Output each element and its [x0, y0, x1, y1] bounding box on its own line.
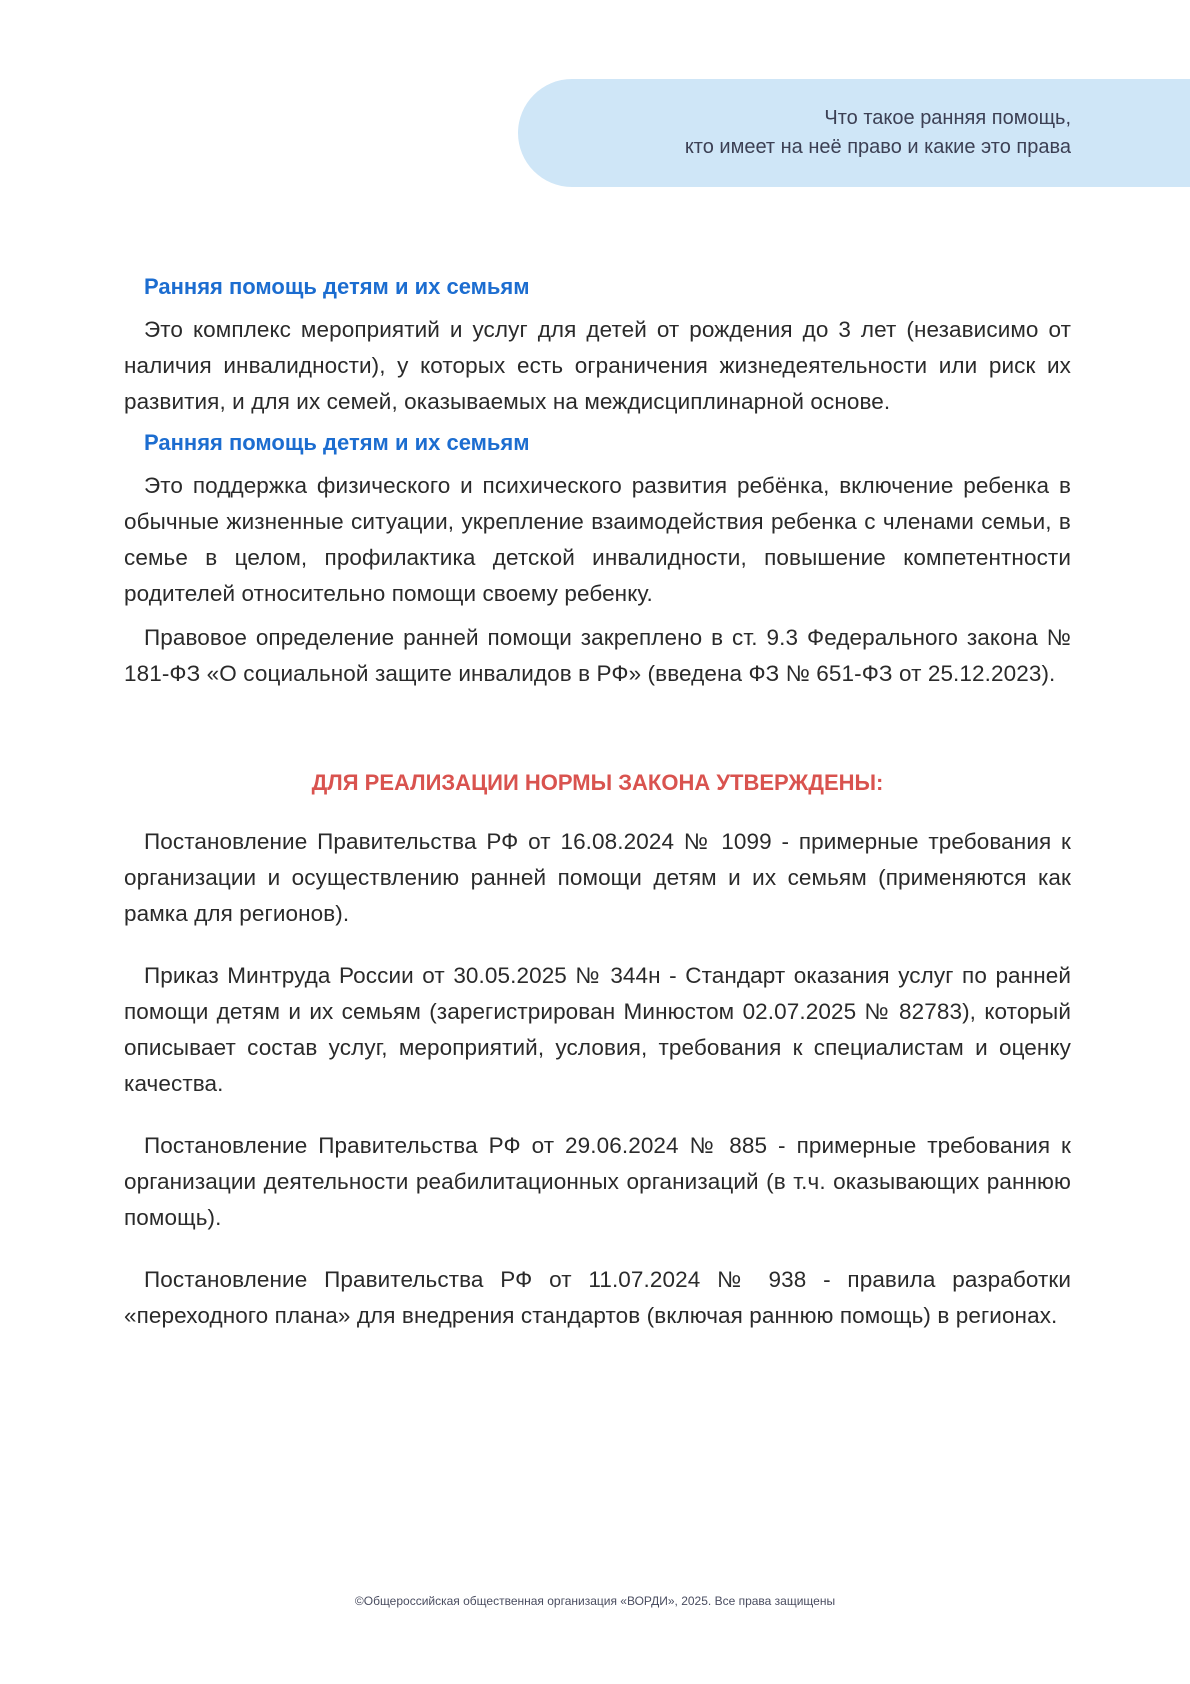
paragraph: Это поддержка физического и психического развития ребёнка, включение ребенка в обычные жизненные ситуации, укрепление взаимодействия ребенка с членами семьи, в семье в целом, профилактика детской инвалидности, повышение компетентности родителей относительно помощи своему ребенку.	[124, 473, 1071, 606]
paragraph: Правовое определение ранней помощи закреплено в ст. 9.3 Федерального закона № 181-ФЗ «О социальной защите инвалидов в РФ» (введена ФЗ № 651-ФЗ от 25.12.2023).	[124, 625, 1071, 686]
footer-copyright: ©Общероссийская общественная организация «ВОРДИ», 2025. Все права защищены	[354, 1594, 836, 1608]
page-content	[124, 272, 1071, 1360]
section-definition	[124, 272, 1071, 420]
section-goals	[124, 428, 1071, 692]
law-item: Постановление Правительства РФ от 16.08.2024 № 1099 - примерные требования к организации и осуществлению ранней помощи детям и их семьям (применяются как рамка для регионов).	[124, 829, 1071, 926]
law-item: Постановление Правительства РФ от 29.06.2024 № 885 - примерные требования к организации деятельности реабилитационных организаций (в т.ч. оказывающих раннюю помощь).	[124, 1133, 1071, 1230]
laws-list	[124, 824, 1071, 1334]
law-item: Постановление Правительства РФ от 11.07.2024 № 938 - правила разработки «переходного плана» для внедрения стандартов (включая раннюю помощь) в регионах.	[124, 1267, 1071, 1328]
paragraph: Это комплекс мероприятий и услуг для детей от рождения до 3 лет (независимо от наличия инвалидности), у которых есть ограничения жизнедеятельности или риск их развития, и для их семей, оказываемых на междисциплинарной основе.	[124, 317, 1071, 414]
section-heading: Ранняя помощь детям и их семьям	[144, 274, 530, 299]
header-title-line-1: Что такое ранняя помощь,	[824, 107, 1071, 129]
header-title-line-2: кто имеет на неё право и какие это права	[684, 136, 1071, 158]
header-title	[685, 104, 1071, 162]
law-item: Приказ Минтруда России от 30.05.2025 № 344н - Стандарт оказания услуг по ранней помощи детям и их семьям (зарегистрирован Минюстом 02.07.2025 № 82783), который описывает состав услуг, мероприятий, условия, требования к специалистам и оценку качества.	[124, 963, 1071, 1096]
laws-heading: ДЛЯ РЕАЛИЗАЦИИ НОРМЫ ЗАКОНА УТВЕРЖДЕНЫ:	[311, 770, 884, 795]
section-heading: Ранняя помощь детям и их семьям	[144, 430, 530, 455]
